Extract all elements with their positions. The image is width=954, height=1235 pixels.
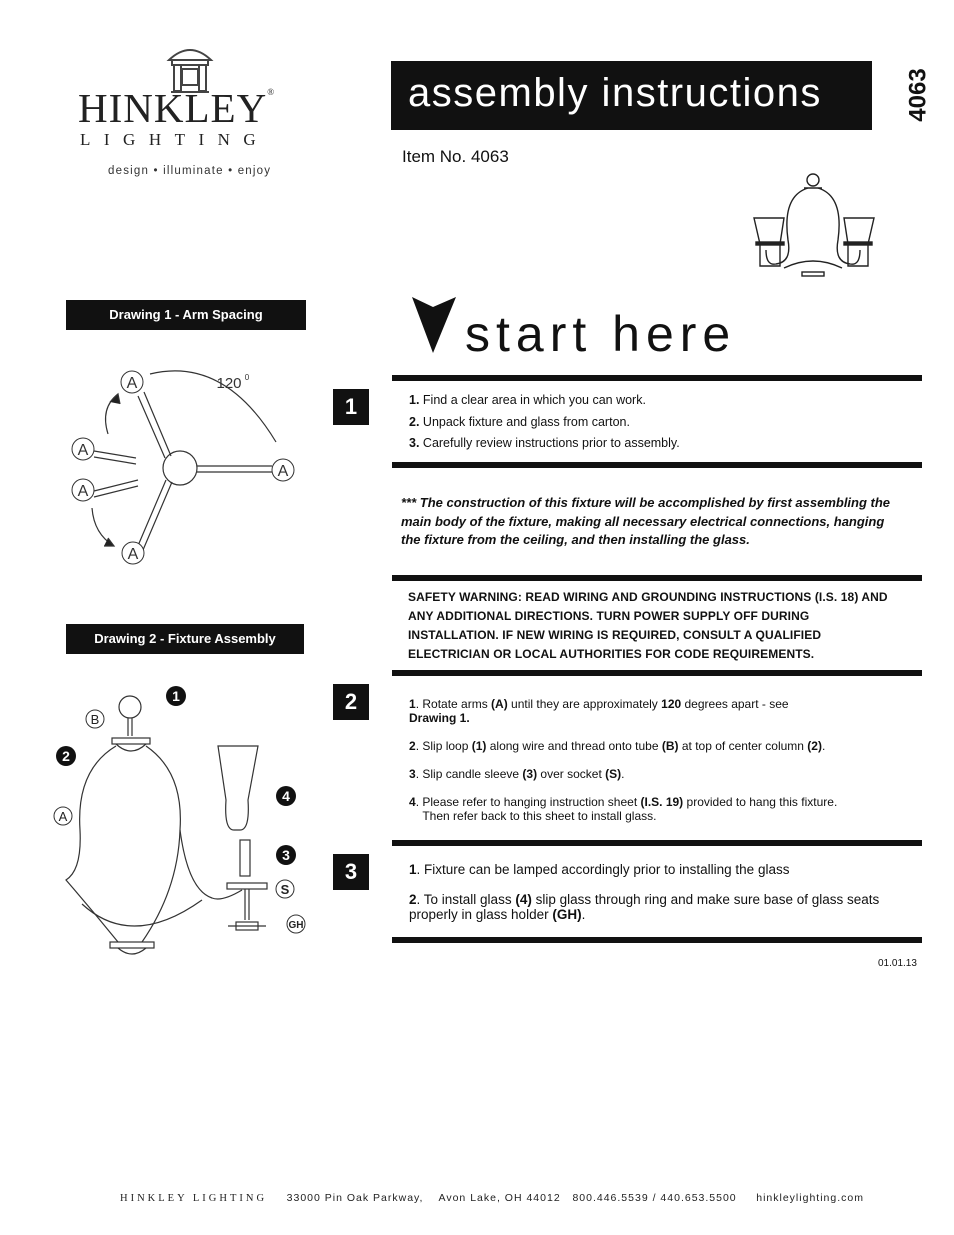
step-3-list	[409, 862, 919, 937]
arm-spacing-diagram	[64, 358, 304, 578]
callout-loop: 1	[172, 688, 180, 704]
item-number: Item No. 4063	[402, 147, 509, 166]
degree-symbol: 0	[244, 373, 250, 382]
divider	[392, 937, 922, 943]
logo-subtitle: LIGHTING	[80, 130, 270, 149]
divider	[392, 462, 922, 468]
drawing-1-label: Drawing 1 - Arm Spacing	[66, 300, 306, 330]
divider	[392, 575, 922, 581]
arm-label-a: A	[277, 463, 289, 480]
footer-phone: 800.446.5539 / 440.653.5500	[572, 1192, 737, 1204]
arm-label-a: A	[127, 546, 139, 563]
list-item: 2. Unpack fixture and glass from carton.	[409, 414, 630, 429]
callout-sleeve: 3	[282, 847, 290, 863]
divider	[392, 840, 922, 846]
list-item: 2. To install glass (4) slip glass through ring and make sure base of glass seats properly in glass holder (GH).	[409, 892, 880, 922]
safety-warning: SAFETY WARNING: READ WIRING AND GROUNDING INSTRUCTIONS (I.S. 18) AND ANY ADDITIONAL DIRECTIONS. TURN POWER SUPPLY OFF DURING INSTALLATION. IF NEW WIRING IS REQUIRED, CONSULT A QUALIFIED ELECTRICIAN OR LOCAL AUTHORITIES FOR CODE REQUIREMENTS.	[408, 590, 888, 661]
fixture-thumbnail	[748, 172, 886, 284]
step-3-badge: 3	[333, 854, 369, 890]
footer-city: Avon Lake, OH 44012	[438, 1192, 561, 1204]
list-item: 3. Carefully review instructions prior to assembly.	[409, 436, 680, 450]
item-number-vertical	[901, 62, 935, 128]
step-1-badge: 1	[333, 389, 369, 425]
callout-tube: B	[90, 712, 100, 727]
arm-label-a: A	[77, 483, 89, 500]
start-here-heading: start here	[465, 306, 737, 362]
start-arrow-icon	[410, 295, 458, 355]
drawing-2-label: Drawing 2 - Fixture Assembly	[66, 624, 304, 654]
arm-label-a: A	[126, 375, 138, 392]
callout-arm: A	[58, 809, 68, 824]
arm-label-a: A	[77, 442, 89, 459]
list-item: 1. Find a clear area in which you can work.	[409, 393, 646, 407]
divider	[392, 375, 922, 381]
footer-brand: HINKLEY LIGHTING	[120, 1193, 268, 1204]
divider	[392, 670, 922, 676]
callout-glass-holder: GH	[288, 920, 304, 931]
list-item: 1. Rotate arms (A) until they are approximately 120 degrees apart - see Drawing 1.	[409, 697, 789, 725]
construction-note: *** The construction of this fixture will be accomplished by first assembling the main body of the fixture, making all necessary electrical connections, hanging the fixture from the ceiling, and then installing the glass.	[401, 495, 891, 547]
revision-date: 01.01.13	[878, 958, 917, 969]
footer-website-link[interactable]: hinkleylighting.com	[756, 1192, 864, 1204]
callout-column: 2	[62, 748, 70, 764]
page-title: assembly instructions	[408, 71, 822, 115]
fixture-assembly-diagram	[52, 680, 312, 965]
step-2-list	[409, 697, 909, 837]
footer-address: 33000 Pin Oak Parkway,	[286, 1192, 424, 1204]
angle-label: 120	[216, 375, 242, 392]
logo-tagline: design • illuminate • enjoy	[108, 165, 272, 177]
logo-wordmark: HINKLEY®	[78, 85, 276, 131]
footer	[120, 1192, 864, 1204]
step-2-badge: 2	[333, 684, 369, 720]
callout-socket: S	[280, 882, 290, 897]
list-item: 4. Please refer to hanging instruction sheet (I.S. 19) provided to hang this fixture. Then refer back to this sheet to install glass.	[409, 795, 838, 823]
step-1-list	[409, 390, 909, 455]
list-item: 2. Slip loop (1) along wire and thread onto tube (B) at top of center column (2).	[409, 739, 826, 753]
list-item: 1. Fixture can be lamped accordingly prior to installing the glass	[409, 862, 790, 877]
callout-glass: 4	[282, 788, 290, 804]
svg-text:4063: 4063	[904, 68, 932, 122]
list-item: 3. Slip candle sleeve (3) over socket (S).	[409, 767, 625, 781]
